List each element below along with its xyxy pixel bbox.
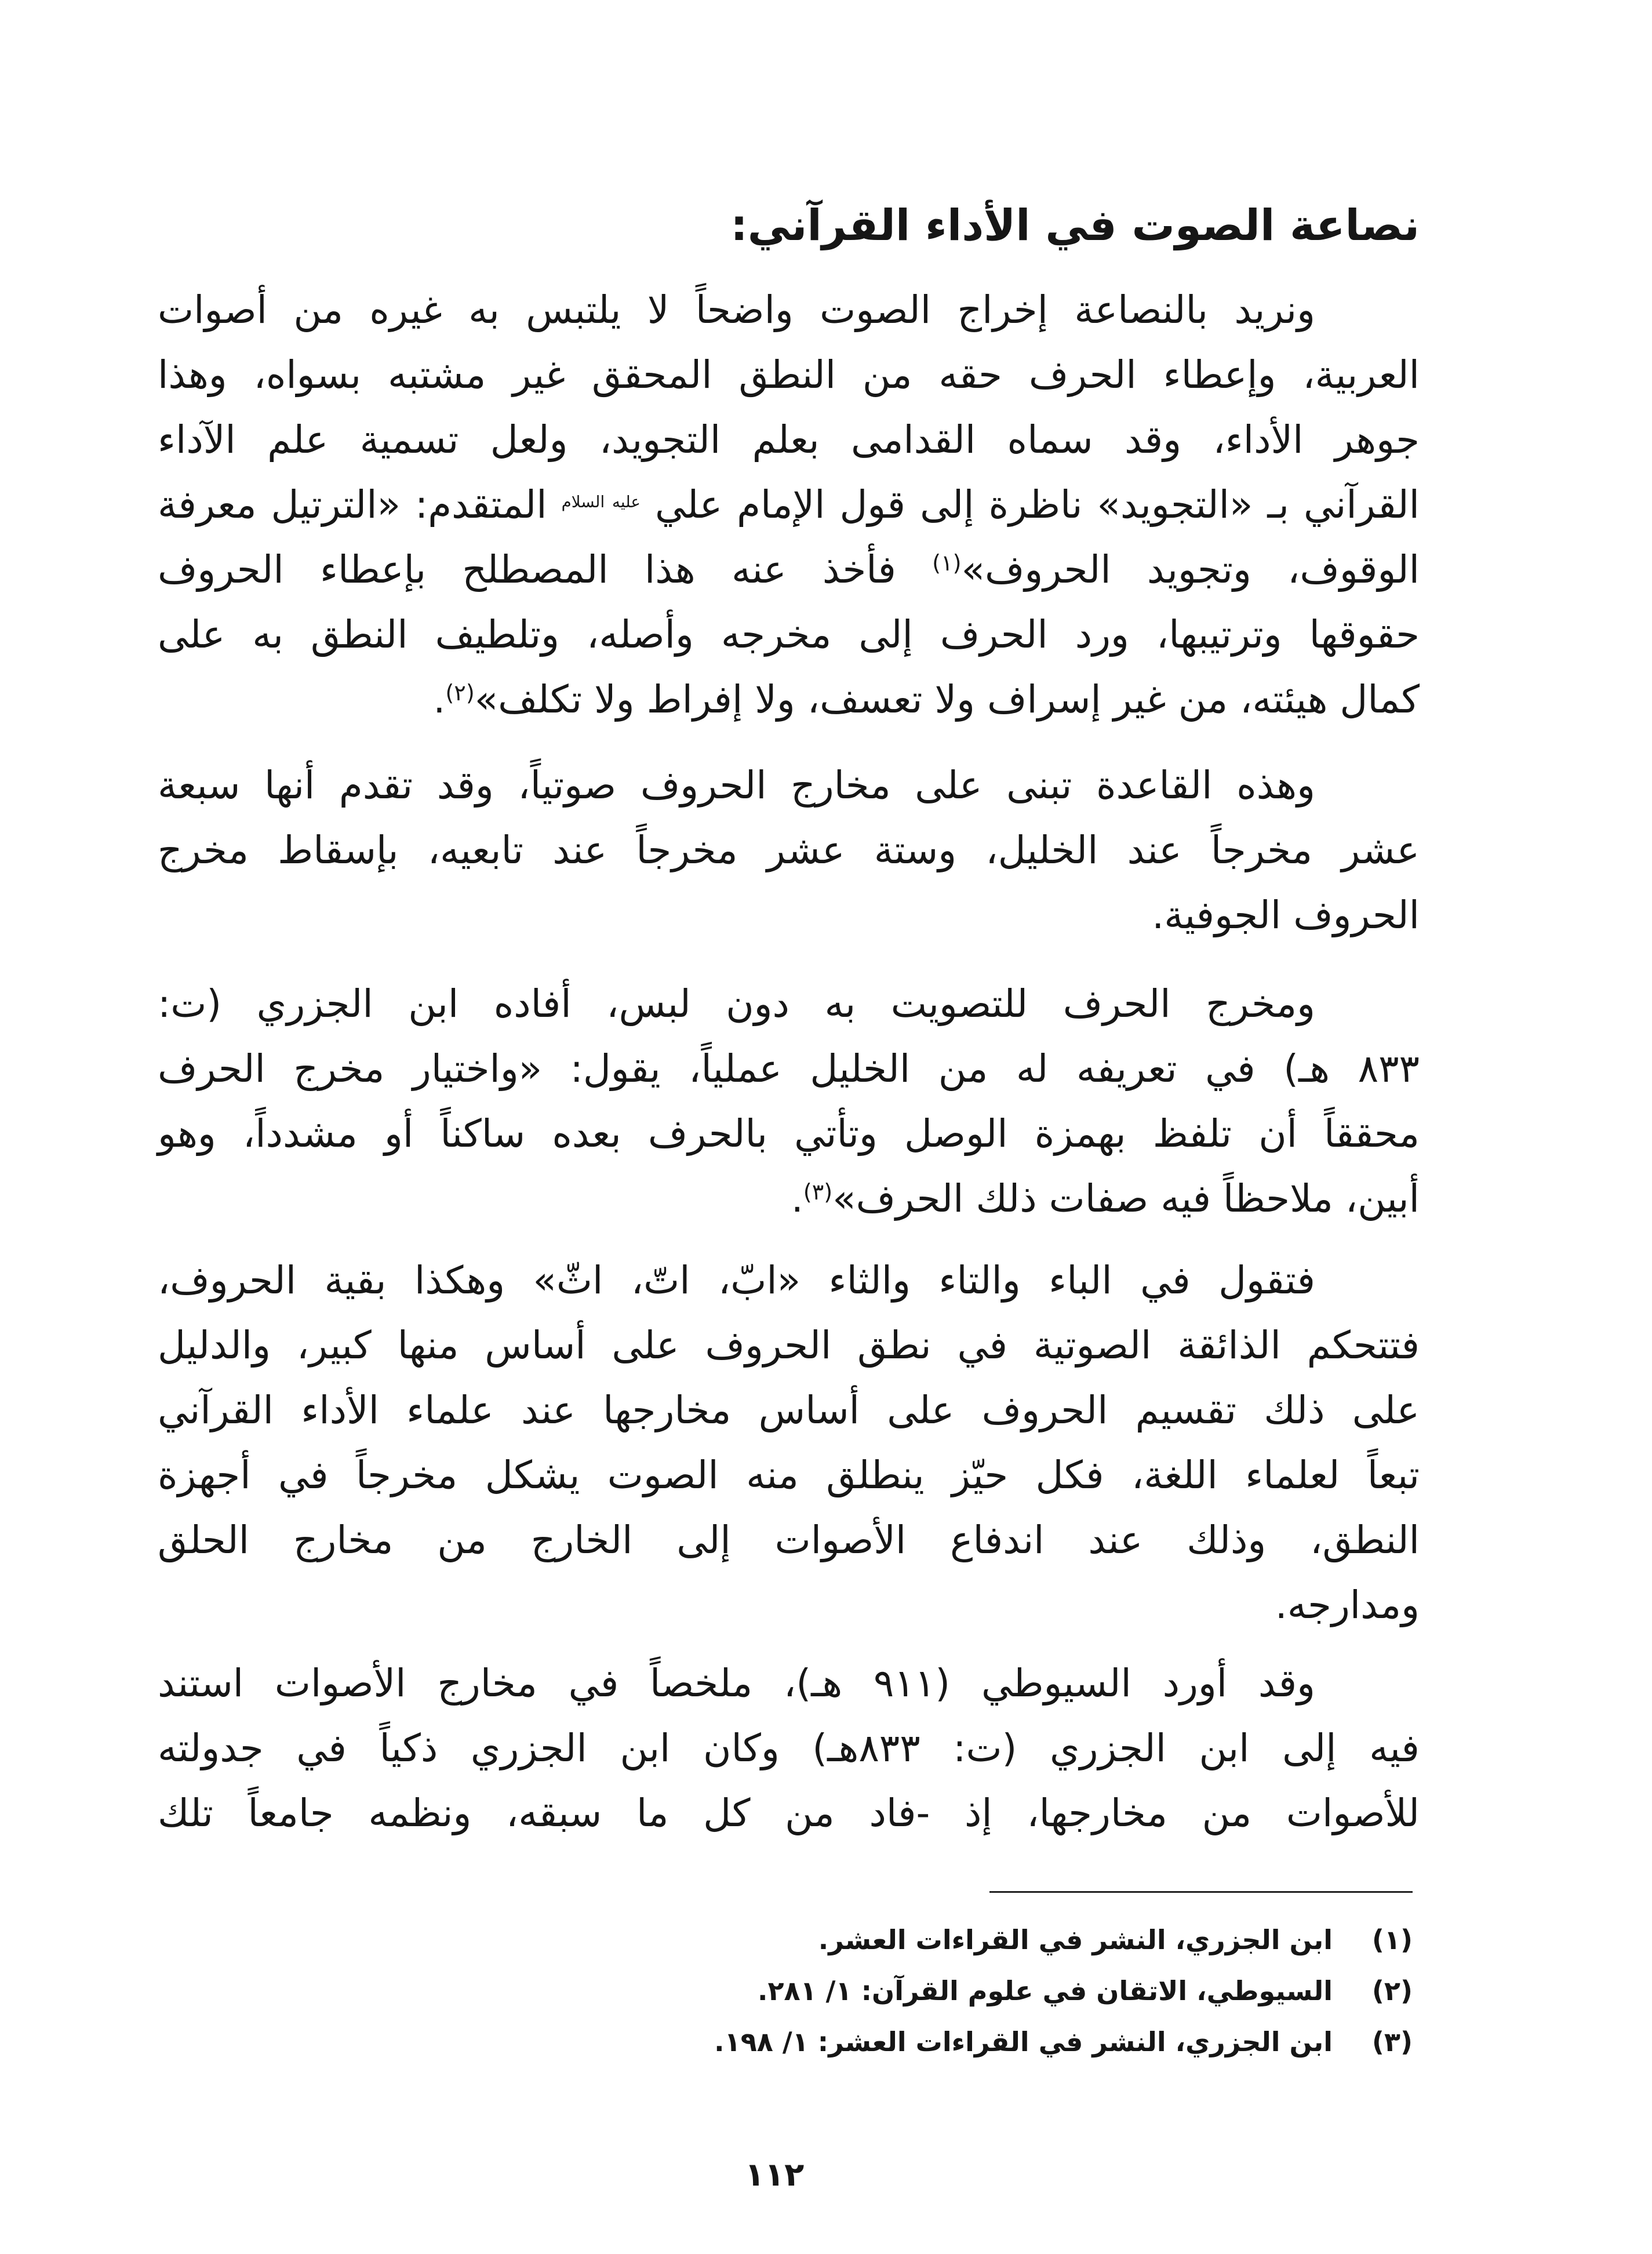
footnote-ref: (٢) bbox=[445, 679, 475, 706]
text-line: فيه إلى ابن الجزري (ت: ٨٣٣هـ) وكان ابن الجزري ذكياً في جدولته bbox=[158, 1726, 1420, 1771]
footnote bbox=[714, 1965, 1413, 2016]
section-heading: نصاعة الصوت في الأداء القرآني: bbox=[730, 201, 1420, 250]
text-line: ونريد بالنصاعة إخراج الصوت واضحاً لا يلتبس به غيره من أصوات bbox=[158, 288, 1315, 332]
text-segment: كمال هيئته، من غير إسراف ولا تعسف، ولا إفراط ولا تكلف» bbox=[474, 677, 1420, 722]
footnote-separator bbox=[989, 1891, 1413, 1893]
text-line: للأصوات من مخارجها، إذ -فاد من كل ما سبقه، ونظمه جامعاً تلك bbox=[158, 1791, 1420, 1835]
text-line bbox=[158, 472, 1420, 537]
text-segment: فأخذ عنه هذا المصطلح بإعطاء الحروف bbox=[158, 547, 896, 592]
text-line bbox=[158, 537, 1420, 602]
text-line: ومدارجه. bbox=[1275, 1583, 1420, 1627]
footnote-ref: (٣) bbox=[803, 1179, 833, 1205]
footnote-text: ابن الجزري، النشر في القراءات العشر. bbox=[818, 1924, 1333, 1955]
paragraph bbox=[158, 278, 1420, 732]
footnotes bbox=[714, 1914, 1413, 2067]
footnote bbox=[714, 2016, 1413, 2067]
footnote-number: (٣) bbox=[1371, 2026, 1413, 2057]
text-line: على ذلك تقسيم الحروف على أساس مخارجها عند علماء الأداء القرآني bbox=[158, 1388, 1420, 1433]
text-line: ومخرج الحرف للتصويت به دون لبس، أفاده ابن الجزري (ت: bbox=[158, 981, 1315, 1026]
text-segment: القرآني بـ «التجويد» ناظرة إلى قول الإمام علي bbox=[654, 482, 1420, 527]
honorific-ligature: عليه السلام bbox=[561, 492, 641, 511]
text-segment: الوقوف، وتجويد الحروف» bbox=[961, 547, 1420, 592]
text-segment: أبين، ملاحظاً فيه صفات ذلك الحرف» bbox=[832, 1176, 1420, 1221]
text-line: ٨٣٣ هـ) في تعريفه له من الخليل عملياً، يقول: «واختيار مخرج الحرف bbox=[158, 1046, 1420, 1091]
text-line: فتقول في الباء والتاء والثاء «ابّ، اتّ، اثّ» وهكذا بقية الحروف، bbox=[158, 1258, 1315, 1303]
text-line bbox=[158, 667, 1420, 732]
text-line: وهذه القاعدة تبنى على مخارج الحروف صوتياً، وقد تقدم أنها سبعة bbox=[158, 763, 1315, 808]
footnote-number: (٢) bbox=[1371, 1975, 1413, 2006]
text-segment: المتقدم: «الترتيل معرفة bbox=[158, 482, 547, 527]
text-line: العربية، وإعطاء الحرف حقه من النطق المحقق غير مشتبه بسواه، وهذا bbox=[158, 352, 1420, 397]
text-line: وقد أورد السيوطي (٩١١ هـ)، ملخصاً في مخارج الأصوات استند bbox=[158, 1661, 1315, 1706]
footnote-text: ابن الجزري، النشر في القراءات العشر: ١/ ١٩٨. bbox=[714, 2026, 1333, 2057]
paragraph bbox=[158, 753, 1420, 948]
paragraph bbox=[158, 972, 1420, 1231]
text-line: عشر مخرجاً عند الخليل، وستة عشر مخرجاً عند تابعيه، بإسقاط مخرج bbox=[158, 828, 1420, 872]
text-line: الحروف الجوفية. bbox=[1152, 893, 1420, 937]
text-line: النطق، وذلك عند اندفاع الأصوات إلى الخارج من مخارج الحلق bbox=[158, 1518, 1420, 1562]
paragraph bbox=[158, 1651, 1420, 1846]
text-segment: . bbox=[433, 677, 446, 722]
footnote-ref: (١) bbox=[932, 550, 962, 576]
text-line: حقوقها وترتيبها، ورد الحرف إلى مخرجه وأصله، وتلطيف النطق به على bbox=[158, 612, 1420, 657]
text-line bbox=[158, 1166, 1420, 1231]
footnote bbox=[714, 1914, 1413, 1965]
text-line: محققاً أن تلفظ بهمزة الوصل وتأتي بالحرف بعده ساكناً أو مشدداً، وهو bbox=[158, 1111, 1420, 1156]
footnote-text: السيوطي، الاتقان في علوم القرآن: ١/ ٢٨١. bbox=[757, 1975, 1333, 2006]
text-line: جوهر الأداء، وقد سماه القدامى بعلم التجويد، ولعل تسمية علم الآداء bbox=[158, 417, 1420, 462]
footnote-number: (١) bbox=[1371, 1924, 1413, 1955]
text-segment: . bbox=[791, 1176, 803, 1221]
page-number: ١١٢ bbox=[744, 2156, 805, 2194]
text-line: فتتحكم الذائقة الصوتية في نطق الحروف على أساس منها كبير، والدليل bbox=[158, 1323, 1420, 1368]
paragraph bbox=[158, 1248, 1420, 1638]
text-line: تبعاً لعلماء اللغة، فكل حيّز ينطلق منه الصوت يشكل مخرجاً في أجهزة bbox=[158, 1453, 1420, 1497]
